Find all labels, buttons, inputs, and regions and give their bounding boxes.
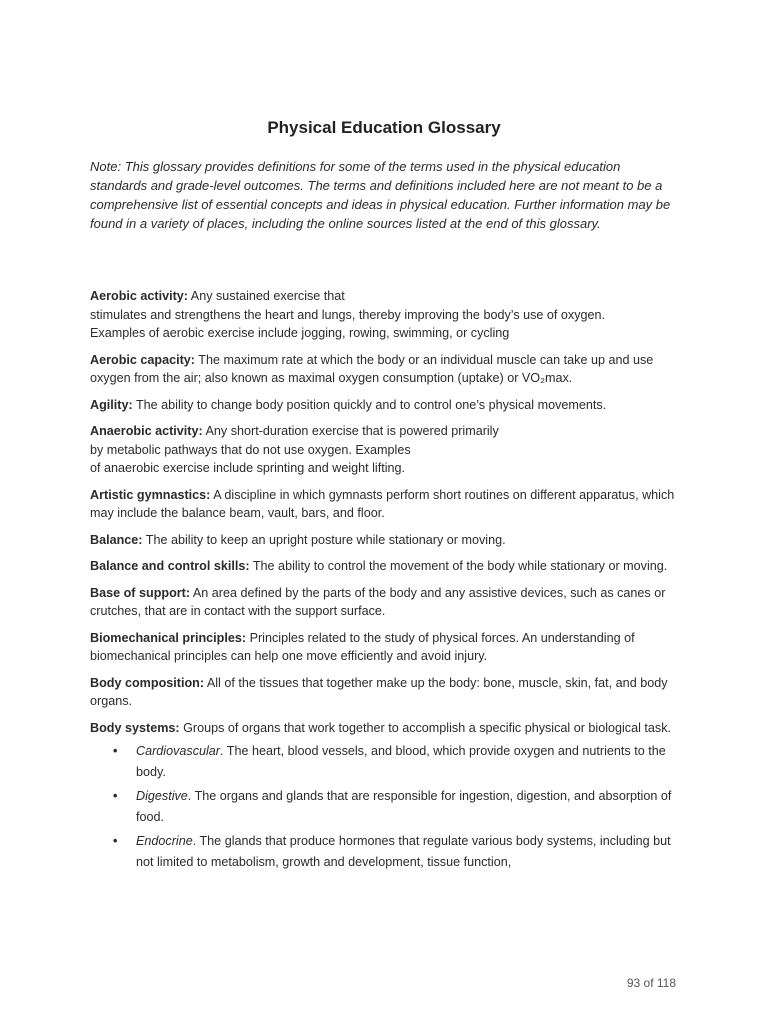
entry-definition: A discipline in which gymnasts perform short routines on different apparatus, which may include the balance beam, vault, bars, and floor. (90, 487, 675, 520)
entry-definition: stimulates and strengthens the heart and lungs, thereby improving the body’s use of oxygen. (90, 307, 606, 322)
entry-definition: The maximum rate at which the body or an individual muscle can take up and use oxygen from the air; also known as maximal oxygen consumption (uptake) or VO₂max. (90, 352, 654, 385)
entry-definition: The ability to change body position quickly and to control one’s physical movements. (135, 397, 607, 412)
entry-definition: Groups of organs that work together to accomplish a specific physical or biological task. (183, 720, 671, 735)
list-item (90, 831, 682, 873)
entry-term: Biomechanical principles: (90, 630, 247, 645)
note-label: Note: (90, 159, 122, 174)
note-text: This glossary provides definitions for some of the terms used in the physical education standards and grade-level outcomes. The terms and definitions included here are not meant to be a comprehensive list of essential concepts and ideas in physical education. Further information may be found in a variety of places, including the online sources listed at the end of this glossary. (90, 159, 671, 231)
page-number: 93 of 118 (626, 976, 676, 990)
list-item (90, 741, 682, 783)
entry-definition: Principles related to the study of physical forces. An understanding of biomechanical principles can help one move efficiently and avoid injury. (90, 630, 635, 663)
entry-definition: by metabolic pathways that do not use oxygen. Examples (90, 442, 411, 457)
entry-definition: of anaerobic exercise include sprinting and weight lifting. (90, 461, 406, 475)
entry-definition: All of the tissues that together make up the body: bone, muscle, skin, fat, and body organs. (90, 675, 668, 708)
entry-term: Anaerobic activity: (90, 424, 203, 438)
bullet-icon: • (113, 834, 118, 848)
system-name: Digestive (136, 789, 188, 803)
glossary-entry (90, 674, 682, 711)
entry-term: Artistic gymnastics: (90, 487, 211, 502)
glossary-note (90, 157, 680, 233)
glossary-entry (90, 422, 682, 478)
entry-definition: Any short-duration exercise that is powered primarily (205, 424, 499, 438)
glossary-entry (90, 557, 682, 576)
glossary-entry (90, 396, 682, 415)
entry-term: Balance and control skills: (90, 559, 250, 573)
system-name: Cardiovascular (136, 744, 220, 758)
system-description: . The organs and glands that are responsible for ingestion, digestion, and absorption of food. (136, 789, 672, 824)
bullet-icon: • (113, 789, 118, 803)
body-systems-list (90, 741, 682, 873)
entry-term: Body composition: (90, 675, 205, 690)
glossary-entry (90, 531, 682, 550)
glossary-entries (90, 287, 682, 881)
entry-term: Aerobic capacity: (90, 352, 195, 367)
entry-term: Aerobic activity: (90, 289, 188, 303)
entry-definition: Examples of aerobic exercise include jogging, rowing, swimming, or cycling (90, 326, 510, 340)
system-name: Endocrine (136, 834, 193, 848)
entry-definition: Any sustained exercise that (190, 289, 345, 303)
entry-definition: An area defined by the parts of the body and any assistive devices, such as canes or crutches, that are in contact with the support surface. (90, 585, 666, 618)
glossary-entry (90, 719, 682, 874)
system-description: . The glands that produce hormones that regulate various body systems, including but not limited to metabolism, growth and development, tissue function, (136, 834, 671, 869)
system-description: . The heart, blood vessels, and blood, which provide oxygen and nutrients to the body. (136, 744, 666, 779)
glossary-entry (90, 584, 682, 621)
entry-term: Base of support: (90, 585, 191, 600)
entry-term: Agility: (90, 397, 133, 412)
glossary-entry (90, 486, 682, 523)
entry-definition: The ability to control the movement of the body while stationary or moving. (252, 559, 668, 573)
page-title: Physical Education Glossary (267, 118, 501, 137)
entry-definition: The ability to keep an upright posture while stationary or moving. (145, 532, 506, 547)
entry-term: Balance: (90, 532, 143, 547)
glossary-entry (90, 351, 682, 388)
list-item (90, 786, 682, 828)
bullet-icon: • (113, 744, 118, 758)
glossary-entry (90, 287, 682, 343)
glossary-entry (90, 629, 682, 666)
entry-term: Body systems: (90, 720, 180, 735)
